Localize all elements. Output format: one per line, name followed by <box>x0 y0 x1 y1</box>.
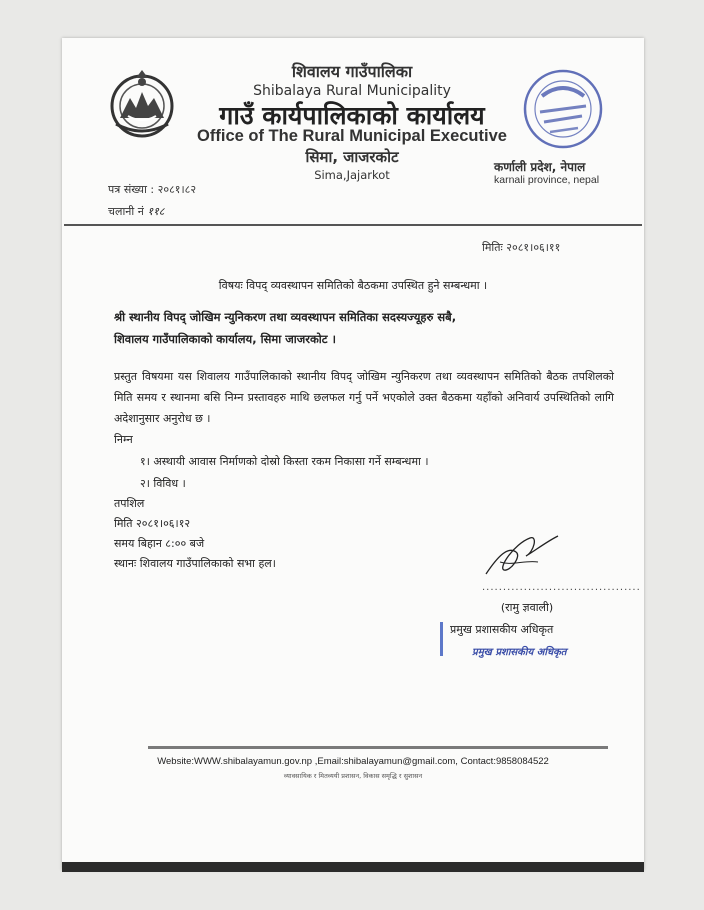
meeting-place: स्थानः शिवालय गाउँपालिकाको सभा हल। <box>114 557 276 570</box>
letter-subject: विषयः विपद् व्यवस्थापन समितिको बैठकमा उपस्थित हुने सम्बन्धमा । <box>218 279 488 292</box>
province-nepali: कर्णाली प्रदेश, नेपाल <box>494 160 586 174</box>
patra-sankhya-label: पत्र संख्या : <box>108 183 155 196</box>
letter-date: मितिः २०८१।०६।११ <box>482 241 561 254</box>
municipality-name-english: Shibalaya Rural Municipality <box>253 83 451 99</box>
letter-body: प्रस्तुत विषयमा यस शिवालय गाउँपालिकाको स्थानीय विपद् जोखिम न्युनिकरण तथा व्यवस्थापन समितिको बैठक तपशिलको मिति समय र स्थानमा बसि निम्न प्रस्तावहरु माथि छलफल गर्नु पर्ने भएकोले उक्त बैठकमा यहाँको अनिवार्य उपस्थितिको लागि अदेशानुसार अनुरोध छ । <box>114 370 614 425</box>
office-stamp-icon <box>520 66 606 152</box>
addressee-line-1: श्री स्थानीय विपद् जोखिम न्युनिकरण तथा व्यवस्थापन समितिका सदस्यज्यूहरु सबै, <box>114 310 457 324</box>
province-english: karnali province, nepal <box>494 174 600 186</box>
office-name-english: Office of The Rural Municipal Executive <box>197 127 507 145</box>
location-nepali: सिमा, जाजरकोट <box>305 148 399 166</box>
footer-divider <box>148 746 608 749</box>
handwritten-signature-icon <box>480 526 562 586</box>
footer-motto: व्यावसायिक र मितव्ययी प्रशासन, विकास समृद्धि र सुशासन <box>283 772 423 780</box>
header-divider <box>64 224 642 226</box>
ink-mark <box>440 622 443 656</box>
scan-bottom-edge <box>62 862 644 872</box>
location-english: Sima,Jajarkot <box>314 168 390 182</box>
meeting-date: मिति २०८१।०६।१२ <box>114 517 191 530</box>
footer-contact: Website:WWW.shibalayamun.gov.np ,Email:shibalayamun@gmail.com, Contact:9858084522 <box>157 756 549 767</box>
addressee-line-2: शिवालय गाउँपालिकाको कार्यालय, सिमा जाजरकोट । <box>114 332 336 346</box>
letter-page <box>62 38 644 870</box>
details-heading: तपशिल <box>114 497 145 510</box>
signatory-name: (रामु ज्ञवाली) <box>500 601 554 614</box>
patra-sankhya-value: २०८१।८२ <box>157 183 197 196</box>
chalani-number <box>108 204 165 219</box>
signatory-title: प्रमुख प्रशासकीय अधिकृत <box>450 623 554 636</box>
chalani-label: चलानी नं <box>108 205 144 218</box>
patra-sankhya <box>108 182 196 197</box>
agenda-item-1: १। अस्थायी आवास निर्माणको दोस्रो किस्ता रकम निकासा गर्ने सम्बन्धमा । <box>140 455 429 468</box>
office-name-nepali: गाउँ कार्यपालिकाको कार्यालय <box>219 101 485 130</box>
signature-line: ...................................... <box>482 582 641 593</box>
chalani-value: ११८ <box>147 205 165 218</box>
meeting-time: समय बिहान ८:०० बजे <box>114 537 205 550</box>
designation-stamp: प्रमुख प्रशासकीय अधिकृत <box>472 647 567 658</box>
municipality-name-nepali: शिवालय गाउँपालिका <box>291 62 413 81</box>
agenda-item-2: २। विविध । <box>140 477 186 490</box>
agenda-heading: निम्न <box>114 433 133 446</box>
